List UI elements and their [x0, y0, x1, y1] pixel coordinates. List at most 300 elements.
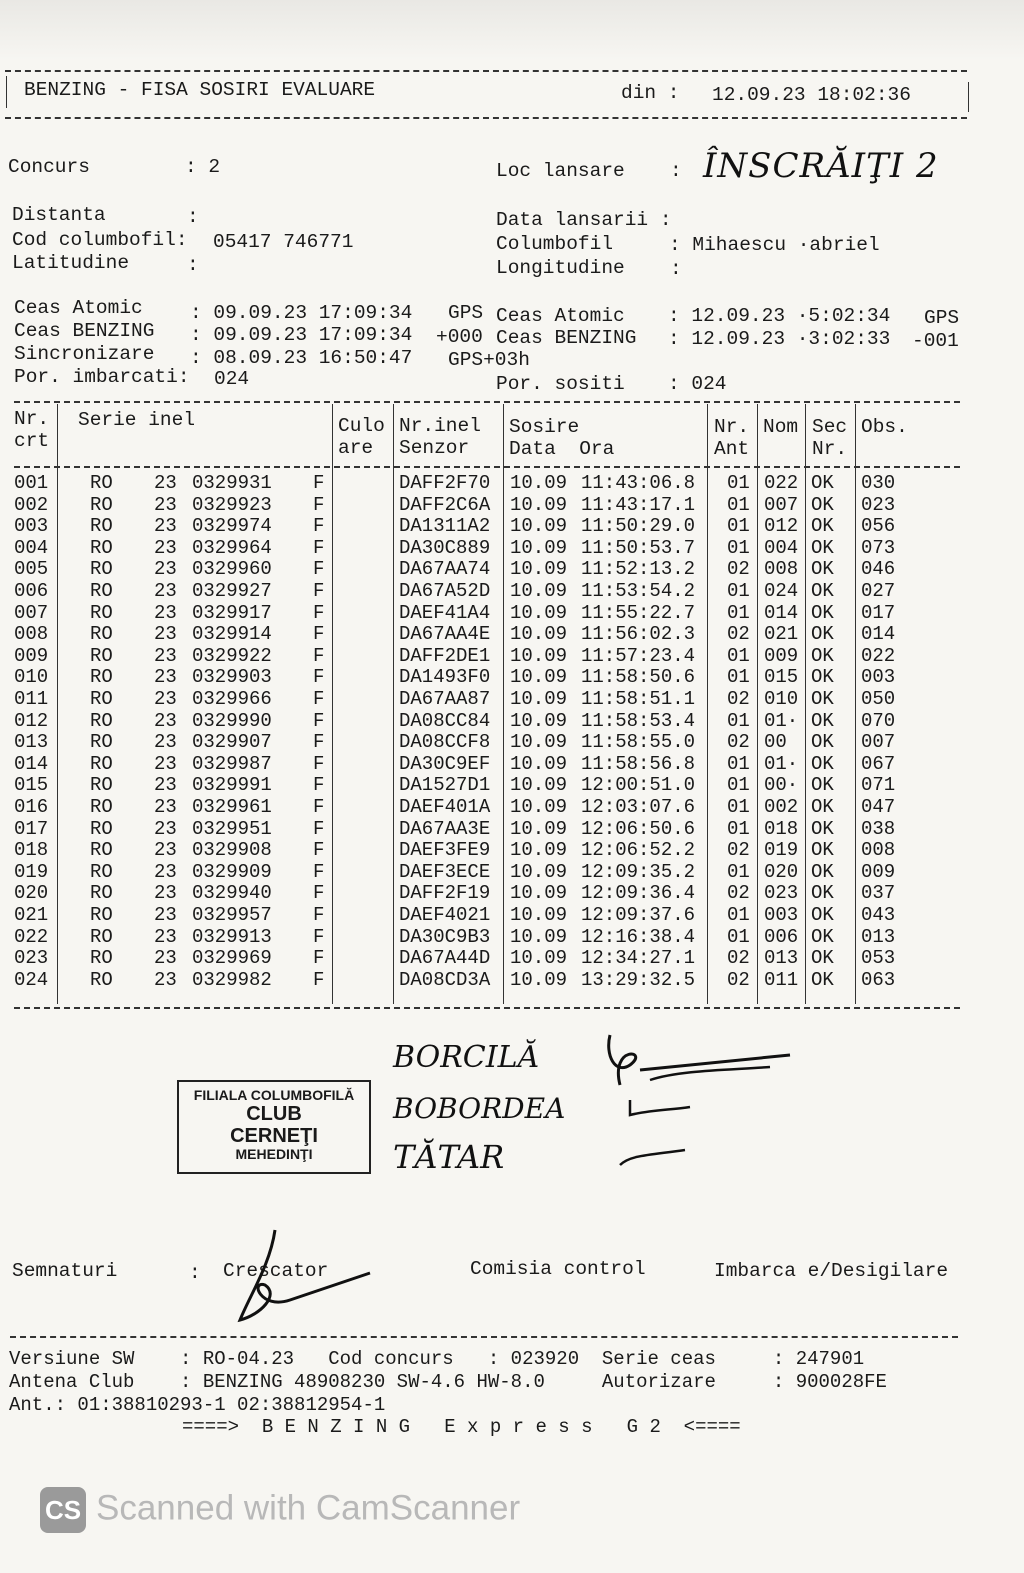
cell-sex: F	[313, 709, 325, 732]
header-top-border	[5, 70, 967, 72]
cell-ant: 01	[727, 860, 750, 883]
cell-ring: 0329990	[192, 709, 272, 732]
header-obs: Obs.	[861, 416, 908, 438]
cell-sensor: DA30C889	[399, 536, 491, 559]
cod-label: Cod columbofil:	[12, 229, 188, 251]
cell-country: RO	[90, 860, 113, 883]
cell-obs: 063	[861, 968, 896, 991]
cell-obs: 046	[861, 558, 896, 581]
cell-sec: OK	[811, 796, 834, 818]
header-sec-bottom: Nr.	[812, 438, 848, 460]
cell-sec: OK	[811, 925, 834, 948]
cell-year: 23	[154, 688, 177, 710]
cell-ant: 02	[727, 688, 750, 710]
cell-ant: 02	[727, 882, 750, 905]
table-header-separator	[14, 466, 960, 468]
cell-ring: 0329982	[192, 968, 272, 991]
cell-sex: F	[313, 752, 325, 775]
cell-date: 10.09	[510, 709, 568, 732]
clock-left-value-3: 024	[214, 368, 250, 390]
cell-sec: OK	[811, 752, 834, 775]
cell-year: 23	[154, 623, 177, 646]
cell-ring: 0329923	[192, 493, 272, 516]
cell-obs: 017	[861, 601, 896, 624]
cell-obs: 038	[861, 817, 896, 840]
cell-ant: 01	[727, 472, 750, 494]
cell-country: RO	[90, 515, 113, 538]
header-culo-bottom: are	[338, 437, 374, 459]
col-line-senzor	[503, 404, 504, 1004]
cell-time: 11:58:56.8	[581, 752, 696, 775]
cell-nr: 002	[14, 493, 49, 516]
cell-nr: 021	[14, 904, 49, 926]
table-top-border	[14, 401, 960, 403]
cell-time: 12:09:36.4	[581, 882, 696, 905]
cell-country: RO	[90, 817, 113, 840]
cell-date: 10.09	[510, 666, 568, 689]
cell-sensor: DAFF2F70	[399, 472, 491, 494]
cell-nr: 012	[14, 709, 49, 732]
cell-nr: 017	[14, 817, 49, 840]
cell-ring: 0329951	[192, 817, 272, 840]
cell-ring: 0329913	[192, 925, 272, 948]
cell-year: 23	[154, 709, 177, 732]
cell-date: 10.09	[510, 925, 568, 948]
cell-sec: OK	[811, 947, 834, 970]
cell-ant: 02	[727, 968, 750, 991]
cell-year: 23	[154, 774, 177, 797]
cell-nom: 00·	[764, 774, 799, 797]
cell-nom: 018	[764, 817, 799, 840]
cell-date: 10.09	[510, 817, 568, 840]
cell-time: 11:50:53.7	[581, 536, 696, 559]
header-right-edge	[968, 82, 969, 112]
cell-sex: F	[313, 472, 325, 494]
clock-right-label-1: Ceas BENZING	[496, 327, 637, 349]
cell-sec: OK	[811, 623, 834, 646]
cell-date: 10.09	[510, 580, 568, 602]
cell-sec: OK	[811, 860, 834, 883]
clock-right-suffix-1: -001	[912, 330, 959, 352]
cell-sensor: DAEF3FE9	[399, 839, 491, 862]
cell-sec: OK	[811, 558, 834, 581]
stamp-line-1: FILIALA COLUMBOFILĂ	[193, 1087, 355, 1103]
cell-time: 11:55:22.7	[581, 601, 696, 624]
header-nrinel-top: Nr.inel	[399, 415, 481, 437]
imbarcare-label: Imbarca e/Desigilare	[714, 1260, 949, 1282]
col-line-ant	[757, 404, 758, 1004]
cell-date: 10.09	[510, 968, 568, 991]
cell-sex: F	[313, 774, 325, 797]
cell-sec: OK	[811, 968, 834, 991]
cell-year: 23	[154, 904, 177, 926]
cell-time: 11:53:54.2	[581, 580, 696, 602]
col-line-serie	[332, 404, 333, 1004]
cell-nom: 008	[764, 558, 799, 581]
cell-sensor: DA08CCF8	[399, 731, 491, 754]
cell-year: 23	[154, 536, 177, 559]
cell-year: 23	[154, 731, 177, 754]
cell-year: 23	[154, 860, 177, 883]
cell-ring: 0329964	[192, 536, 272, 559]
cell-obs: 071	[861, 774, 896, 797]
document-title: BENZING - FISA SOSIRI EVALUARE	[24, 79, 376, 101]
cell-sex: F	[313, 688, 325, 710]
cell-sec: OK	[811, 731, 834, 754]
semnaturi-label: Semnaturi	[12, 1260, 118, 1282]
benzing-express-line: ====> B E N Z I N G E x p r e s s G 2 <====	[182, 1416, 741, 1438]
cell-nr: 016	[14, 796, 49, 818]
cell-sex: F	[313, 968, 325, 991]
cell-obs: 022	[861, 644, 896, 667]
cell-country: RO	[90, 947, 113, 970]
din-value: 12.09.23 18:02:36	[712, 84, 911, 106]
cell-time: 11:50:29.0	[581, 515, 696, 538]
col-line-sec	[855, 404, 856, 1004]
cell-sensor: DAEF41A4	[399, 601, 491, 624]
cell-year: 23	[154, 666, 177, 689]
cell-ring: 0329917	[192, 601, 272, 624]
cell-country: RO	[90, 839, 113, 862]
cell-nr: 003	[14, 515, 49, 538]
cell-sex: F	[313, 839, 325, 862]
cell-sex: F	[313, 666, 325, 689]
camscanner-logo-icon: CS	[40, 1487, 86, 1533]
cell-country: RO	[90, 644, 113, 667]
cell-sensor: DAFF2C6A	[399, 493, 491, 516]
cell-obs: 053	[861, 947, 896, 970]
cell-sec: OK	[811, 493, 834, 516]
signature-name-1: BORCILĂ	[393, 1040, 540, 1075]
cell-ant: 02	[727, 947, 750, 970]
cell-nr: 020	[14, 882, 49, 905]
cell-country: RO	[90, 904, 113, 926]
cell-sex: F	[313, 817, 325, 840]
cell-nr: 001	[14, 472, 49, 494]
cell-year: 23	[154, 839, 177, 862]
header-serie: Serie inel	[78, 409, 196, 431]
col-line-culoare	[393, 404, 394, 1004]
cell-ring: 0329903	[192, 666, 272, 689]
versiune-line: Versiune SW : RO-04.23 Cod concurs : 023920 Serie ceas : 247901	[9, 1348, 865, 1370]
cell-nom: 013	[764, 947, 799, 970]
cell-sensor: DA08CD3A	[399, 968, 491, 991]
cell-nr: 011	[14, 688, 49, 710]
cell-time: 11:56:02.3	[581, 623, 696, 646]
cell-sensor: DA1493F0	[399, 666, 491, 689]
cell-ring: 0329907	[192, 731, 272, 754]
cell-year: 23	[154, 601, 177, 624]
cell-year: 23	[154, 968, 177, 991]
header-nom: Nom	[763, 416, 799, 438]
cell-ring: 0329908	[192, 839, 272, 862]
clock-left-label-0: Ceas Atomic	[14, 297, 143, 319]
cell-date: 10.09	[510, 515, 568, 538]
header-sosire-top: Sosire	[509, 416, 580, 438]
cell-sensor: DAEF3ECE	[399, 860, 491, 883]
cell-sensor: DA1527D1	[399, 774, 491, 797]
cell-sensor: DA67A44D	[399, 947, 491, 970]
cell-sex: F	[313, 731, 325, 754]
cell-nom: 015	[764, 666, 799, 689]
header-culo-top: Culo	[338, 415, 385, 437]
cell-time: 12:03:07.6	[581, 796, 696, 818]
cell-ring: 0329957	[192, 904, 272, 926]
camscanner-text: Scanned with CamScanner	[96, 1488, 521, 1528]
semnaturi-colon: :	[189, 1262, 201, 1284]
cell-ring: 0329909	[192, 860, 272, 883]
cell-date: 10.09	[510, 688, 568, 710]
cell-ant: 01	[727, 536, 750, 559]
signature-name-2: BOBORDEA	[393, 1092, 566, 1125]
cell-nr: 006	[14, 580, 49, 602]
cell-year: 23	[154, 472, 177, 494]
cell-time: 12:34:27.1	[581, 947, 696, 970]
cell-obs: 070	[861, 709, 896, 732]
cell-ring: 0329991	[192, 774, 272, 797]
cell-country: RO	[90, 925, 113, 948]
cell-country: RO	[90, 623, 113, 646]
cell-sensor: DA08CC84	[399, 709, 491, 732]
clock-right-value-2: : 024	[668, 373, 727, 395]
cell-time: 12:06:52.2	[581, 839, 696, 862]
cell-sec: OK	[811, 666, 834, 689]
cell-nom: 022	[764, 472, 799, 494]
cell-sex: F	[313, 623, 325, 646]
cell-nr: 023	[14, 947, 49, 970]
cell-nom: 019	[764, 839, 799, 862]
longitudine-label: Longitudine	[496, 257, 625, 279]
cell-nr: 014	[14, 752, 49, 775]
longitudine-colon: :	[670, 258, 682, 280]
cell-date: 10.09	[510, 731, 568, 754]
cell-ant: 01	[727, 493, 750, 516]
cell-date: 10.09	[510, 536, 568, 559]
cell-nr: 013	[14, 731, 49, 754]
cell-ant: 01	[727, 904, 750, 926]
cell-nr: 022	[14, 925, 49, 948]
cell-sensor: DA1311A2	[399, 515, 491, 538]
cell-year: 23	[154, 580, 177, 602]
cell-country: RO	[90, 796, 113, 818]
cell-obs: 043	[861, 904, 896, 926]
ant-line: Ant.: 01:38810293-1 02:38812954-1	[9, 1394, 386, 1416]
cell-country: RO	[90, 580, 113, 602]
cell-nr: 019	[14, 860, 49, 883]
cell-year: 23	[154, 925, 177, 948]
cell-obs: 014	[861, 623, 896, 646]
cell-sensor: DAFF2F19	[399, 882, 491, 905]
header-sosire-bottom: Data Ora	[509, 438, 615, 460]
cell-ant: 01	[727, 774, 750, 797]
cell-country: RO	[90, 666, 113, 689]
cell-date: 10.09	[510, 904, 568, 926]
cell-ant: 01	[727, 601, 750, 624]
cell-time: 11:58:51.1	[581, 688, 696, 710]
cell-sensor: DA67AA3E	[399, 817, 491, 840]
cell-country: RO	[90, 558, 113, 581]
cell-nom: 014	[764, 601, 799, 624]
cell-date: 10.09	[510, 472, 568, 494]
cell-nom: 00	[764, 731, 787, 754]
cell-country: RO	[90, 709, 113, 732]
cell-ant: 01	[727, 752, 750, 775]
cell-sec: OK	[811, 817, 834, 840]
cell-nom: 010	[764, 688, 799, 710]
cell-nom: 007	[764, 493, 799, 516]
header-sec-top: Sec	[812, 416, 848, 438]
cell-date: 10.09	[510, 623, 568, 646]
cell-year: 23	[154, 515, 177, 538]
cell-nr: 015	[14, 774, 49, 797]
cell-date: 10.09	[510, 774, 568, 797]
columbofil-value: : Mihaescu ·abriel	[669, 234, 880, 256]
cell-country: RO	[90, 601, 113, 624]
crescator-label: Crescator	[223, 1260, 329, 1282]
cell-nom: 024	[764, 580, 799, 602]
cell-date: 10.09	[510, 493, 568, 516]
cell-year: 23	[154, 947, 177, 970]
cell-ant: 01	[727, 796, 750, 818]
cell-ant: 01	[727, 515, 750, 538]
cell-nom: 012	[764, 515, 799, 538]
cell-date: 10.09	[510, 644, 568, 667]
cell-nom: 009	[764, 644, 799, 667]
cell-year: 23	[154, 493, 177, 516]
clock-right-label-2: Por. sositi	[496, 373, 625, 395]
col-line-nr	[57, 404, 58, 1004]
cell-sec: OK	[811, 882, 834, 905]
cell-sensor: DAFF2DE1	[399, 644, 491, 667]
concurs-label: Concurs	[8, 156, 90, 178]
distanta-label: Distanta	[12, 204, 106, 226]
cell-sex: F	[313, 644, 325, 667]
clock-right-value-0: : 12.09.23 ·5:02:34	[668, 305, 891, 327]
cell-date: 10.09	[510, 882, 568, 905]
cell-sex: F	[313, 904, 325, 926]
cell-sec: OK	[811, 601, 834, 624]
clock-left-value-1: : 09.09.23 17:09:34	[190, 324, 413, 346]
cell-ring: 0329914	[192, 623, 272, 646]
cell-obs: 009	[861, 860, 896, 883]
cell-year: 23	[154, 796, 177, 818]
header-nr-bottom: crt	[14, 430, 50, 452]
cell-nom: 01·	[764, 752, 799, 775]
header-nr-top: Nr.	[14, 408, 50, 430]
cell-ring: 0329974	[192, 515, 272, 538]
cell-nr: 018	[14, 839, 49, 862]
cell-obs: 050	[861, 688, 896, 710]
cell-date: 10.09	[510, 839, 568, 862]
comisia-label: Comisia control	[470, 1258, 646, 1280]
cell-time: 11:58:50.6	[581, 666, 696, 689]
cell-sex: F	[313, 947, 325, 970]
cell-nr: 005	[14, 558, 49, 581]
cell-obs: 047	[861, 796, 896, 818]
table-bottom-border	[14, 1007, 960, 1009]
cell-obs: 030	[861, 472, 896, 494]
stamp-line-3: CERNEŢI	[230, 1125, 318, 1148]
cell-sex: F	[313, 860, 325, 883]
cell-time: 12:16:38.4	[581, 925, 696, 948]
cell-time: 11:43:06.8	[581, 472, 696, 494]
clock-right-suffix-0: GPS	[924, 307, 960, 329]
cell-year: 23	[154, 644, 177, 667]
cell-sec: OK	[811, 515, 834, 538]
cell-obs: 037	[861, 882, 896, 905]
clock-left-label-1: Ceas BENZING	[14, 320, 155, 342]
cell-nom: 021	[764, 623, 799, 646]
cell-ring: 0329969	[192, 947, 272, 970]
cell-ring: 0329940	[192, 882, 272, 905]
col-line-sosire	[707, 404, 708, 1004]
latitudine-label: Latitudine	[12, 252, 130, 274]
cell-ant: 01	[727, 925, 750, 948]
cell-ring: 0329931	[192, 472, 272, 494]
cell-sensor: DAEF401A	[399, 796, 491, 818]
cell-nom: 003	[764, 904, 799, 926]
clock-right-value-1: : 12.09.23 ·3:02:33	[668, 328, 891, 350]
cell-obs: 023	[861, 493, 896, 516]
cell-ant: 01	[727, 644, 750, 667]
cell-sex: F	[313, 580, 325, 602]
cell-time: 13:29:32.5	[581, 968, 696, 991]
cell-time: 11:58:53.4	[581, 709, 696, 732]
clock-left-value-0: : 09.09.23 17:09:34	[190, 302, 413, 324]
cell-nr: 004	[14, 536, 49, 559]
cell-country: RO	[90, 493, 113, 516]
cell-ant: 01	[727, 709, 750, 732]
cell-year: 23	[154, 817, 177, 840]
header-left-edge	[6, 76, 7, 108]
columbofil-label: Columbofil	[496, 233, 614, 255]
cell-time: 12:09:37.6	[581, 904, 696, 926]
cell-sec: OK	[811, 774, 834, 797]
cell-date: 10.09	[510, 947, 568, 970]
cell-ring: 0329922	[192, 644, 272, 667]
clock-left-label-3: Por. imbarcati:	[14, 366, 190, 388]
clock-left-suffix-0: GPS	[448, 302, 484, 324]
cell-nr: 024	[14, 968, 49, 991]
cell-sec: OK	[811, 839, 834, 862]
cell-sex: F	[313, 925, 325, 948]
cell-sec: OK	[811, 904, 834, 926]
header-ant-bottom: Ant	[714, 438, 750, 460]
cell-ring: 0329966	[192, 688, 272, 710]
cell-time: 12:00:51.0	[581, 774, 696, 797]
cell-country: RO	[90, 752, 113, 775]
scan-shadow	[0, 0, 1024, 60]
cod-value: 05417 746771	[213, 231, 354, 253]
cell-year: 23	[154, 752, 177, 775]
cell-obs: 003	[861, 666, 896, 689]
cell-nr: 010	[14, 666, 49, 689]
cell-time: 12:06:50.6	[581, 817, 696, 840]
cell-time: 11:57:23.4	[581, 644, 696, 667]
cell-sex: F	[313, 558, 325, 581]
loc-colon: :	[670, 160, 682, 182]
cell-sex: F	[313, 796, 325, 818]
cell-sex: F	[313, 601, 325, 624]
distanta-colon: :	[187, 206, 199, 228]
cell-country: RO	[90, 882, 113, 905]
cell-year: 23	[154, 882, 177, 905]
cell-ring: 0329927	[192, 580, 272, 602]
clock-right-label-0: Ceas Atomic	[496, 305, 625, 327]
cell-obs: 027	[861, 580, 896, 602]
clock-left-suffix-2: GPS+03h	[448, 349, 530, 371]
cell-date: 10.09	[510, 796, 568, 818]
